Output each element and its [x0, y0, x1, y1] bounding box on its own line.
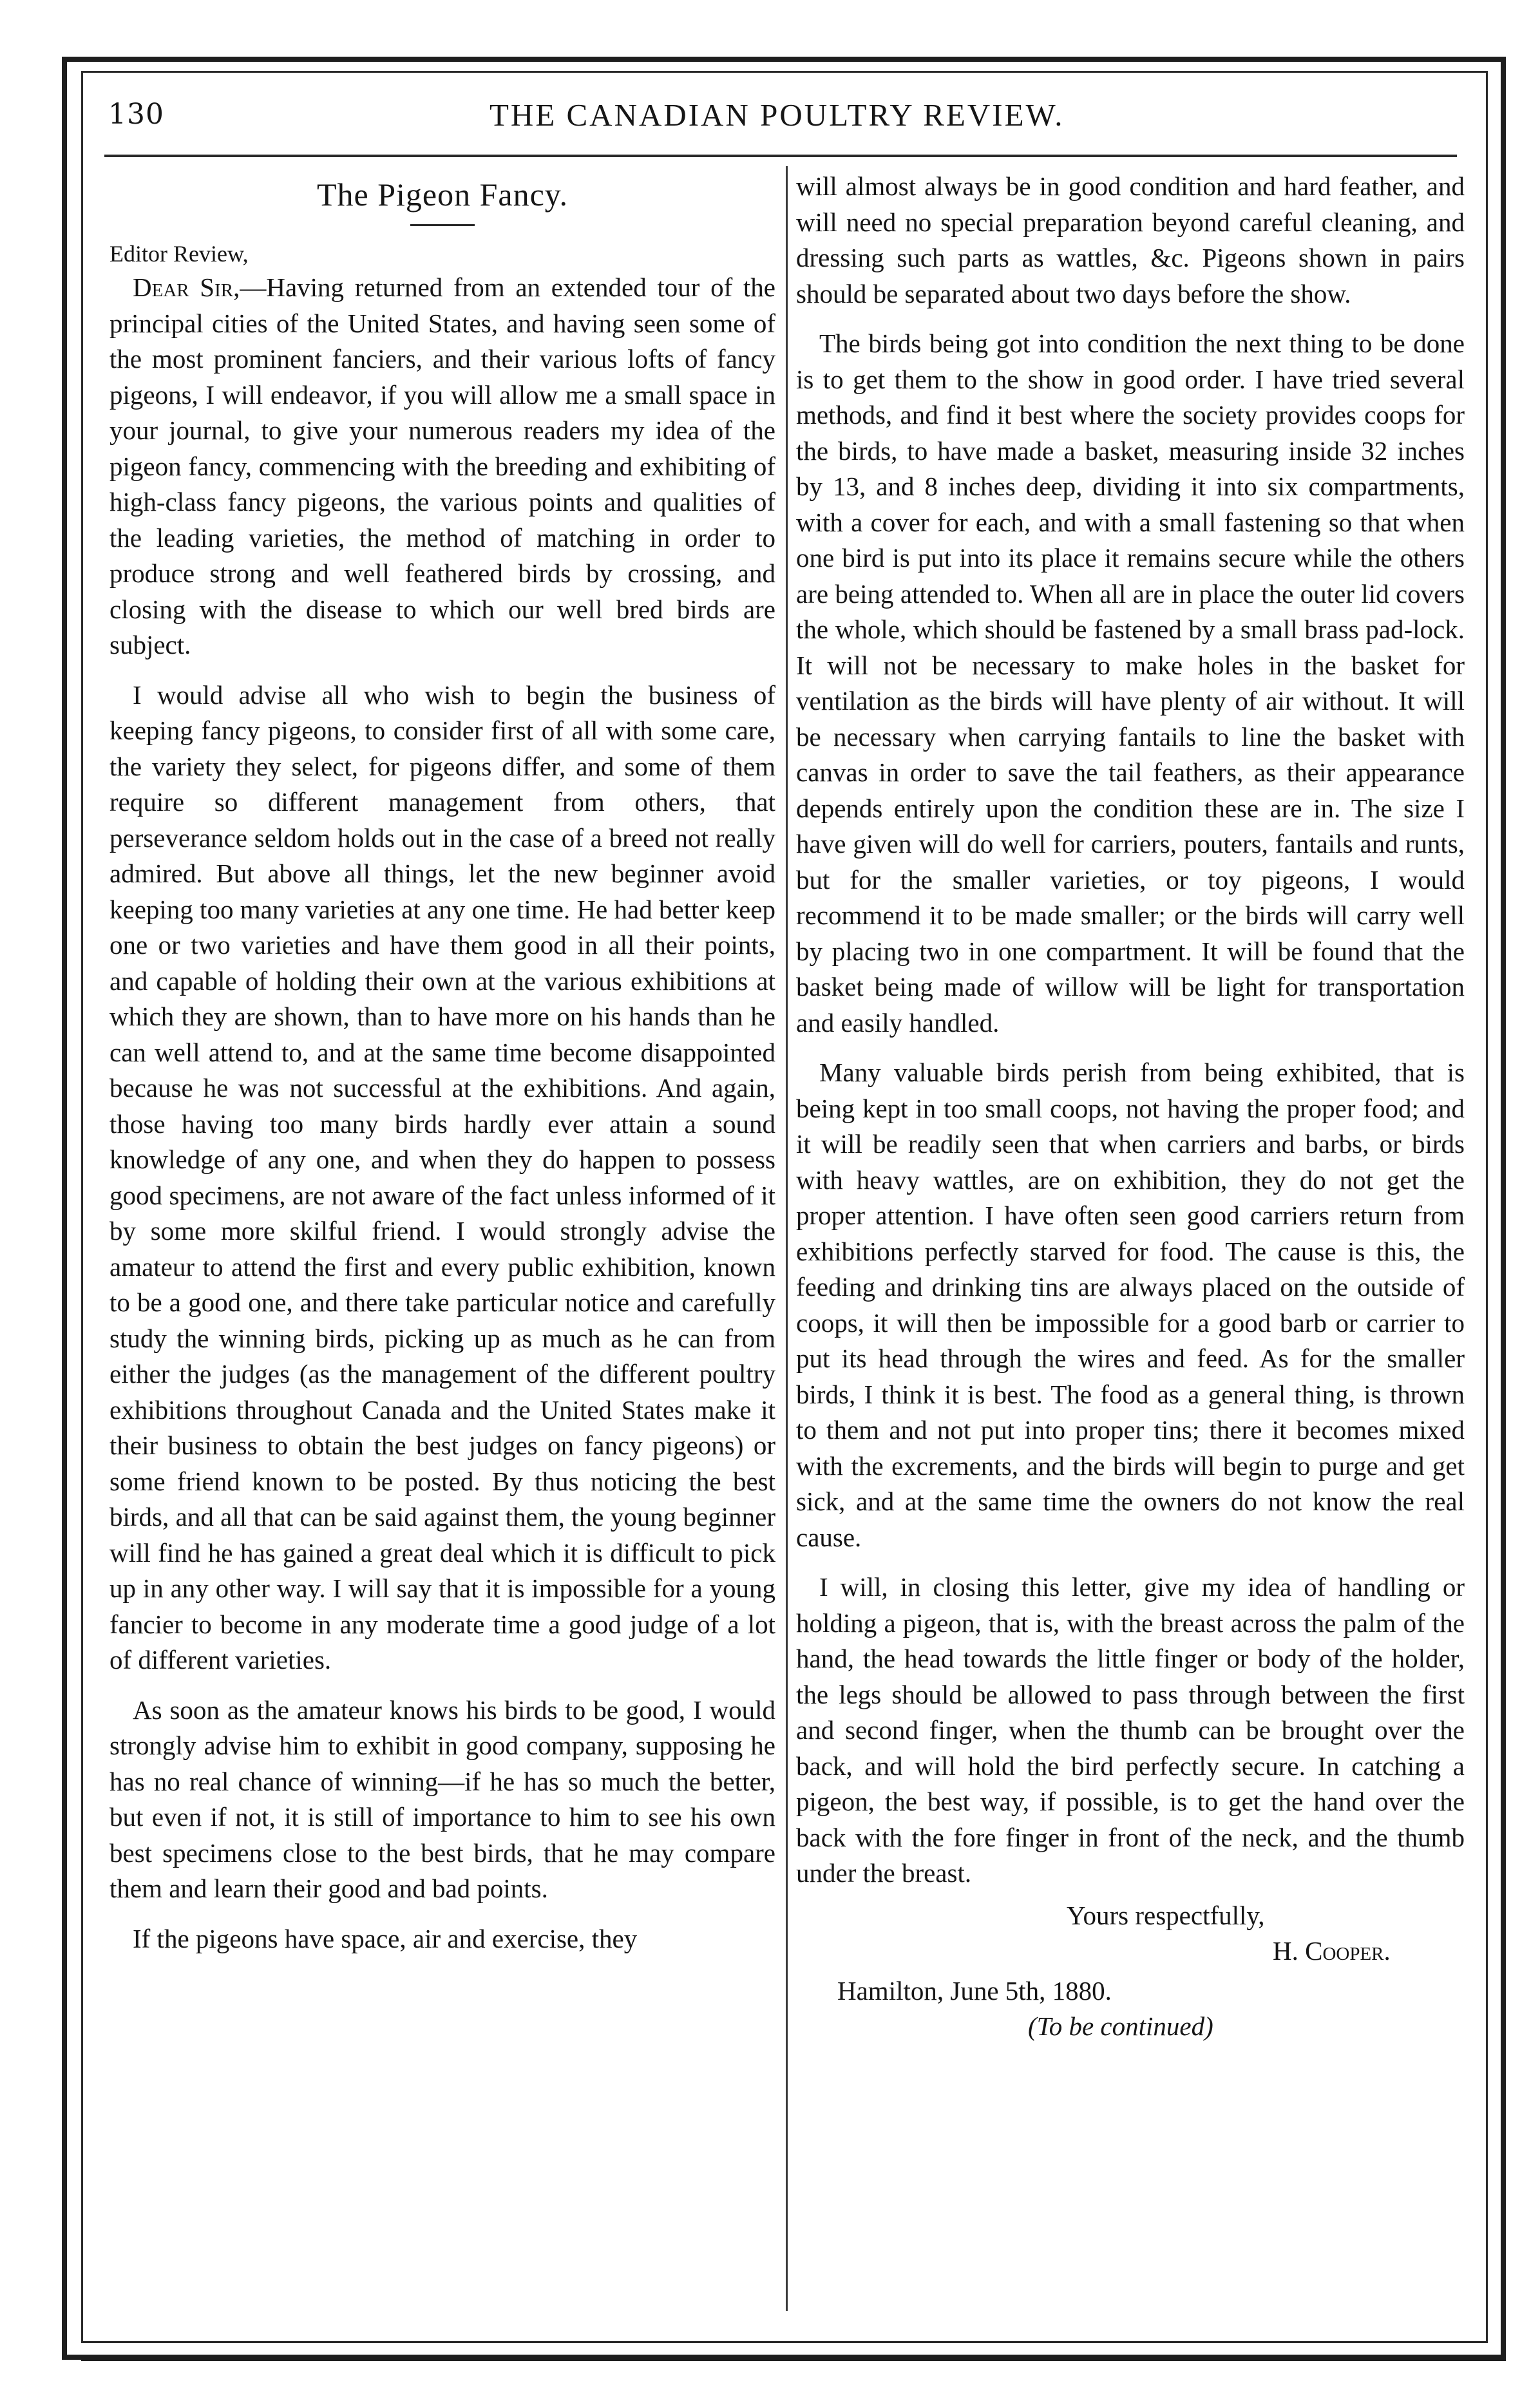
paragraph: As soon as the amateur knows his birds to be good, I would strongly advise him to exhibit in good company, supposing he has no real chance of winning—if he has so much the better, but even if not, it is still of importance to him to see his own best specimens close to the best birds, that he may compare them and learn their good and bad points.	[109, 1694, 775, 1903]
paragraph: I will, in closing this letter, give my idea of handling or holding a pigeon, that is, with the breast across the palm of the hand, the head towards the little finger or body of the holder, the legs should be allowed to pass through between the first and second finger, when the thumb can be brought over the back, and will hold the bird perfectly secure. In catching a pigeon, the best way, if possible, is to get the hand over the back with the fore finger in front of the neck, and the thumb under the breast.	[796, 1572, 1465, 1888]
paragraph: The birds being got into condition the next thing to be done is to get them to the show in good order. I have tried several methods, and find it best where the society provides coops for the birds, to have made a basket, measuring inside 32 inches by 13, and 8 inches deep, dividing it into six compartments, with a cover for each, and with a small fastening so that when one bird is put into its place it remains secure while the others are being attended to. When all are in place the outer lid covers the whole, which should be fastened by a small brass pad-lock. It will not be necessary to make holes in the basket for ventilation as the birds will have plenty of air without. It will be necessary when carrying fantails to line the basket with canvas in order to save the tail feathers, as their appearance depends entirely upon the condition these are in. The size I have given will do well for carriers, pouters, fantails and runts, but for the smaller varieties, or toy pigeons, I would recommend it to be made smaller; or the birds will carry well by placing two in one compartment. It will be found that the basket being made of willow will be light for transportation and easily handled.	[796, 328, 1465, 1038]
running-head-title: THE CANADIAN POULTRY REVIEW.	[490, 97, 1065, 133]
signature: H. Cooper.	[1273, 1936, 1391, 1966]
paragraph: I would advise all who wish to begin the business of keeping fancy pigeons, to consider first of all with some care, the variety they select, for pigeons differ, and some of them require so different management from others, that perseverance seldom holds out in the case of a breed not really admired. But above all things, let the new beginner avoid keeping too many varieties at any one time. He had better keep one or two varieties and have them good in all their points, and capable of holding their own at the various exhibitions at which they are shown, than to have more on his hands than he can well attend to, and at the same time become disappointed because he was not successful at the exhibitions. And again, those having too many birds hardly ever attain a sound knowledge of any one, and when they do happen to possess good specimens, are not aware of the fact unless informed of it by some more skilful friend. I would strongly advise the amateur to attend the first and every public exhibition, known to be a good one, and there take particular notice and carefully study the winning birds, picking up as much as he can from either the judges (as the management of the different poultry exhibitions throughout Canada and the United States make it their business to obtain the best judges on fancy pigeons) or some friend known to be posted. By thus noticing the best birds, and all that can be said against them, the young beginner will find he has gained a great deal which it is difficult to pick up in any other way. I will say that it is impossible for a young fancier to become in any moderate time a good judge of a lot of different varieties.	[109, 679, 775, 1675]
header-rule	[104, 155, 1457, 157]
column-divider	[786, 166, 788, 2311]
paragraph: Many valuable birds perish from being exhibited, that is being kept in too small coops, not having the proper food; and it will be readily seen that when carriers and barbs, or birds with heavy wattles, are on exhibition, they do not get the proper attention. I have often seen good carriers return from exhibitions perfectly starved for food. The cause is this, the feeding and drinking tins are always placed on the outside of coops, it will then be impossible for a good barb or carrier to put its head through the wires and feed. As for the smaller birds, I think it is best. The food as a general thing, is thrown to them and not put into proper tins; there it becomes mixed with the excrements, and the birds will begin to purge and get sick, and at the same time the owners do not know the real cause.	[796, 1058, 1465, 1552]
place-date: Hamilton, June 5th, 1880.	[837, 1975, 1112, 2006]
salutation: Editor Review,	[109, 241, 249, 267]
right-column	[796, 169, 1465, 2045]
letter-closing	[796, 1898, 1465, 2045]
paragraph-continuation: will almost always be in good condition and hard feather, and will need no special preparation beyond careful cleaning, and dressing such parts as wattles, &c. Pigeons shown in pairs should be separated about two days before the show.	[796, 171, 1465, 308]
opening-text: —Having returned from an extended tour of the principal cities of the United States, and having seen some of the most prominent fanciers, and their various lofts of fancy pigeons, I will endeavor, if you will allow me a small space in your journal, to give your numerous readers my idea of the pigeon fancy, commencing with the breeding and exhibiting of high-class fancy pigeons, the various points and qualities of the leading varieties, the method of matching in order to produce strong and well feathered birds by crossing, and closing with the disease to which our well bred birds are subject.	[109, 272, 775, 660]
continued-note: (To be continued)	[1028, 2011, 1213, 2041]
page-number: 130	[108, 98, 164, 131]
paragraph: If the pigeons have space, air and exercise, they	[133, 1923, 638, 1953]
valediction: Yours respectfully,	[1067, 1900, 1265, 1930]
title-underline	[410, 224, 475, 226]
left-column	[109, 169, 775, 1957]
opening-caps: Dear Sir,	[133, 272, 240, 302]
opening-paragraph	[109, 270, 775, 663]
article-title: The Pigeon Fancy.	[316, 176, 569, 213]
page-border-bottom-rule	[81, 2357, 1506, 2361]
